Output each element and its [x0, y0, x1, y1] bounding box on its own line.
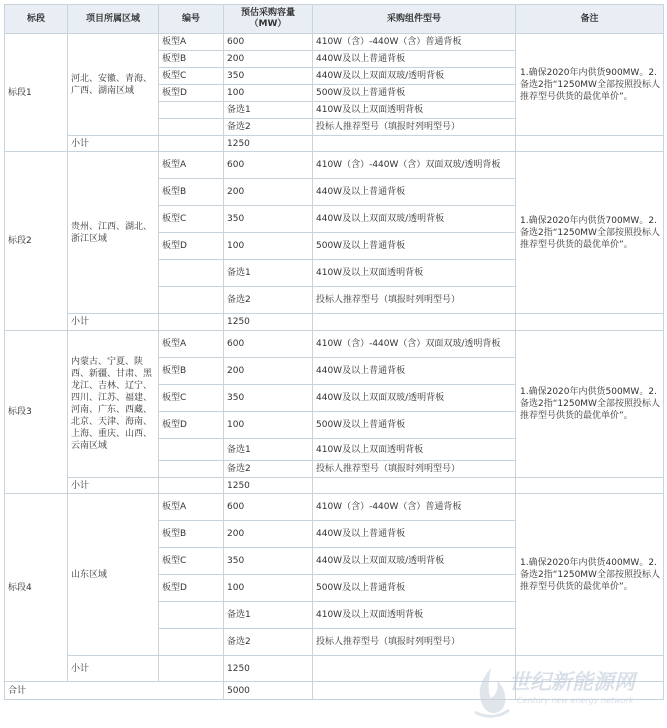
model-cell: 440W及以上双面双玻/透明背板 — [313, 68, 516, 85]
code-blank-cell — [159, 602, 224, 629]
subtotal-blank — [313, 136, 516, 152]
header-section: 标段 — [5, 5, 68, 34]
subtotal-blank — [516, 314, 664, 331]
alt-code-cell: 备选2 — [224, 287, 313, 314]
model-cell: 500W及以上普通背板 — [313, 85, 516, 102]
header-model: 采购组件型号 — [313, 5, 516, 34]
code-cell: 板型B — [159, 179, 224, 206]
model-cell: 440W及以上双面双玻/透明背板 — [313, 206, 516, 233]
code-cell: 板型A — [159, 494, 224, 521]
code-cell: 板型D — [159, 233, 224, 260]
capacity-cell: 600 — [224, 494, 313, 521]
header-region: 项目所属区域 — [68, 5, 159, 34]
model-cell: 410W及以上双面透明背板 — [313, 602, 516, 629]
capacity-cell: 600 — [224, 152, 313, 179]
capacity-cell: 100 — [224, 233, 313, 260]
subtotal-blank — [159, 656, 224, 682]
region-cell: 贵州、江西、湖北、浙江区域 — [68, 152, 159, 314]
subtotal-blank — [313, 478, 516, 494]
code-blank-cell — [159, 461, 224, 478]
capacity-cell: 350 — [224, 206, 313, 233]
section-name: 标段4 — [5, 494, 68, 682]
code-cell: 板型B — [159, 358, 224, 385]
watermark-subtitle: Century new energy network — [517, 696, 634, 705]
region-cell: 河北、安徽、青海、广西、湖南区域 — [68, 34, 159, 136]
note-cell: 1.确保2020年内供货500MW。2.备选2指“1250MW全部按照投标人推荐型号供货的最优单价”。 — [516, 331, 664, 478]
subtotal-label: 小计 — [68, 478, 159, 494]
subtotal-row — [5, 478, 664, 494]
model-cell: 410W及以上双面透明背板 — [313, 260, 516, 287]
code-cell: 板型A — [159, 331, 224, 358]
subtotal-blank — [313, 314, 516, 331]
code-blank-cell — [159, 260, 224, 287]
total-value: 5000 — [224, 682, 313, 700]
subtotal-label: 小计 — [68, 656, 159, 682]
model-cell: 投标人推荐型号（填报时列明型号） — [313, 461, 516, 478]
model-cell: 500W及以上普通背板 — [313, 233, 516, 260]
code-cell: 板型D — [159, 412, 224, 439]
code-blank-cell — [159, 629, 224, 656]
code-blank-cell — [159, 287, 224, 314]
header-capacity: 预估采购容量（MW） — [224, 5, 313, 34]
model-cell: 410W（含）-440W（含）双面双玻/透明背板 — [313, 152, 516, 179]
code-cell: 板型C — [159, 206, 224, 233]
subtotal-value: 1250 — [224, 478, 313, 494]
model-cell: 投标人推荐型号（填报时列明型号） — [313, 629, 516, 656]
subtotal-blank — [516, 478, 664, 494]
note-cell: 1.确保2020年内供货400MW。2.备选2指“1250MW全部按照投标人推荐型号供货的最优单价”。 — [516, 494, 664, 656]
model-cell: 410W（含）-440W（含）普通背板 — [313, 494, 516, 521]
code-blank-cell — [159, 102, 224, 119]
model-cell: 410W（含）-440W（含）双面双玻/透明背板 — [313, 331, 516, 358]
subtotal-value: 1250 — [224, 656, 313, 682]
model-cell: 500W及以上普通背板 — [313, 575, 516, 602]
section-name: 标段3 — [5, 331, 68, 494]
subtotal-label: 小计 — [68, 314, 159, 331]
capacity-cell: 350 — [224, 385, 313, 412]
model-cell: 440W及以上普通背板 — [313, 358, 516, 385]
note-cell: 1.确保2020年内供货900MW。2.备选2指“1250MW全部按照投标人推荐型号供货的最优单价”。 — [516, 34, 664, 136]
header-note: 备注 — [516, 5, 664, 34]
subtotal-row — [5, 136, 664, 152]
subtotal-value: 1250 — [224, 136, 313, 152]
capacity-cell: 100 — [224, 85, 313, 102]
capacity-cell: 200 — [224, 358, 313, 385]
model-cell: 440W及以上普通背板 — [313, 51, 516, 68]
code-cell: 板型A — [159, 34, 224, 51]
watermark-logo — [469, 664, 659, 720]
capacity-cell: 100 — [224, 575, 313, 602]
code-cell: 板型B — [159, 521, 224, 548]
code-cell: 板型A — [159, 152, 224, 179]
section-name: 标段2 — [5, 152, 68, 331]
subtotal-blank — [159, 478, 224, 494]
header-code: 编号 — [159, 5, 224, 34]
code-cell: 板型B — [159, 51, 224, 68]
model-cell: 440W及以上普通背板 — [313, 521, 516, 548]
alt-code-cell: 备选1 — [224, 102, 313, 119]
code-cell: 板型C — [159, 385, 224, 412]
subtotal-blank — [159, 136, 224, 152]
model-cell: 投标人推荐型号（填报时列明型号） — [313, 287, 516, 314]
table-body — [5, 34, 664, 700]
table-row — [5, 34, 664, 51]
code-blank-cell — [159, 439, 224, 461]
model-cell: 410W（含）-440W（含）普通背板 — [313, 34, 516, 51]
model-cell: 投标人推荐型号（填报时列明型号） — [313, 119, 516, 136]
capacity-cell: 200 — [224, 179, 313, 206]
subtotal-row — [5, 314, 664, 331]
note-cell: 1.确保2020年内供货700MW。2.备选2指“1250MW全部按照投标人推荐型号供货的最优单价”。 — [516, 152, 664, 314]
section-name: 标段1 — [5, 34, 68, 152]
table-header-row — [5, 5, 664, 34]
model-cell: 500W及以上普通背板 — [313, 412, 516, 439]
model-cell: 440W及以上双面双玻/透明背板 — [313, 385, 516, 412]
subtotal-blank — [516, 136, 664, 152]
capacity-cell: 200 — [224, 51, 313, 68]
region-cell: 内蒙古、宁夏、陕西、新疆、甘肃、黑龙江、吉林、辽宁、四川、江苏、福建、河南、广东、西藏、北京、天津、海南、上海、重庆、山西、云南区域 — [68, 331, 159, 478]
alt-code-cell: 备选2 — [224, 461, 313, 478]
table-row — [5, 494, 664, 521]
capacity-cell: 600 — [224, 34, 313, 51]
model-cell: 440W及以上普通背板 — [313, 179, 516, 206]
alt-code-cell: 备选1 — [224, 260, 313, 287]
code-cell: 板型D — [159, 85, 224, 102]
table-row — [5, 152, 664, 179]
watermark-title: 世纪新能源网 — [509, 669, 635, 694]
model-cell: 410W及以上双面透明背板 — [313, 102, 516, 119]
code-cell: 板型C — [159, 548, 224, 575]
capacity-cell: 350 — [224, 548, 313, 575]
capacity-cell: 100 — [224, 412, 313, 439]
region-cell: 山东区域 — [68, 494, 159, 656]
model-cell: 440W及以上双面双玻/透明背板 — [313, 548, 516, 575]
alt-code-cell: 备选1 — [224, 602, 313, 629]
model-cell: 410W及以上双面透明背板 — [313, 439, 516, 461]
subtotal-value: 1250 — [224, 314, 313, 331]
capacity-cell: 600 — [224, 331, 313, 358]
procurement-table — [4, 4, 664, 700]
alt-code-cell: 备选2 — [224, 629, 313, 656]
code-blank-cell — [159, 119, 224, 136]
subtotal-blank — [159, 314, 224, 331]
table-row — [5, 331, 664, 358]
capacity-cell: 350 — [224, 68, 313, 85]
total-label: 合计 — [5, 682, 224, 700]
alt-code-cell: 备选2 — [224, 119, 313, 136]
flame-icon — [469, 664, 513, 720]
code-cell: 板型D — [159, 575, 224, 602]
capacity-cell: 200 — [224, 521, 313, 548]
subtotal-label: 小计 — [68, 136, 159, 152]
alt-code-cell: 备选1 — [224, 439, 313, 461]
code-cell: 板型C — [159, 68, 224, 85]
